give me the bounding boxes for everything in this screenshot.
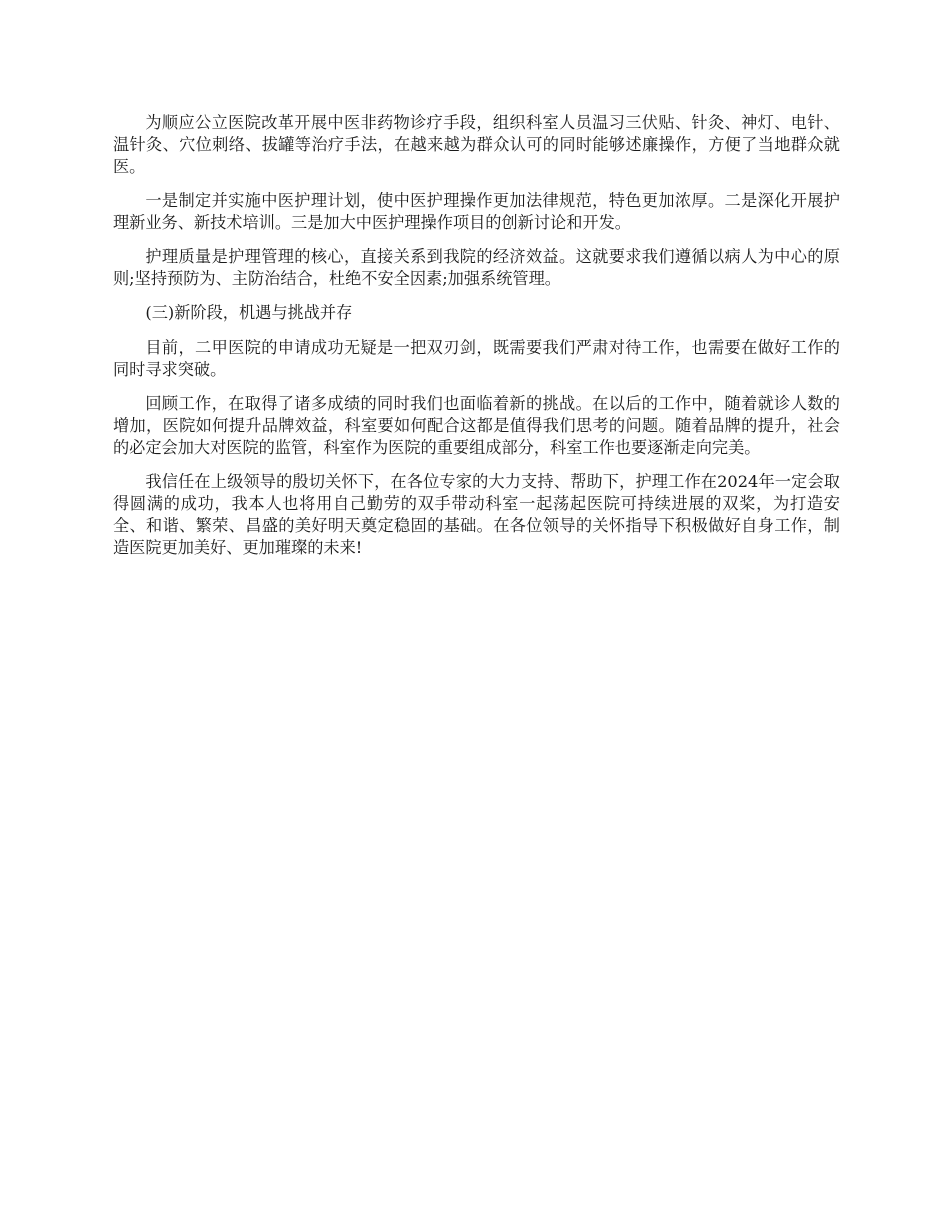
paragraph-nursing-plan: 一是制定并实施中医护理计划，使中医护理操作更加法律规范，特色更加浓厚。二是深化开展护理新业务、新技术培训。三是加大中医护理操作项目的创新讨论和开发。	[113, 191, 840, 232]
paragraph-nursing-quality: 护理质量是护理管理的核心，直接关系到我院的经济效益。这就要求我们遵循以病人为中心的原则;坚持预防为、主防治结合，杜绝不安全因素;加强系统管理。	[113, 247, 840, 288]
paragraph-review-challenges: 回顾工作，在取得了诸多成绩的同时我们也面临着新的挑战。在以后的工作中，随着就诊人数的增加，医院如何提升品牌效益，科室要如何配合这都是值得我们思考的问题。随着品牌的提升，社会的必定会加大对医院的监管，科室作为医院的重要组成部分，科室工作也要逐渐走向完美。	[113, 394, 840, 457]
paragraph-tcm-therapies: 为顺应公立医院改革开展中医非药物诊疗手段，组织科室人员温习三伏贴、针灸、神灯、电针、温针灸、穴位刺络、拔罐等治疗手法，在越来越为群众认可的同时能够述廉操作，方便了当地群众就医。	[113, 113, 840, 176]
paragraph-current-status: 目前，二甲医院的申请成功无疑是一把双刃剑，既需要我们严肃对待工作，也需要在做好工作的同时寻求突破。	[113, 338, 840, 379]
paragraph-closing-outlook: 我信任在上级领导的殷切关怀下，在各位专家的大力支持、帮助下，护理工作在2024年一定会取得圆满的成功，我本人也将用自己勤劳的双手带动科室一起荡起医院可持续进展的双桨，为打造安全、和谐、繁荣、昌盛的美好明天奠定稳固的基础。在各位领导的关怀指导下积极做好自身工作，制造医院更加美好、更加璀璨的未来!	[113, 472, 840, 557]
section-heading-new-stage: (三)新阶段，机遇与挑战并存	[145, 303, 353, 322]
document-page	[113, 112, 840, 571]
